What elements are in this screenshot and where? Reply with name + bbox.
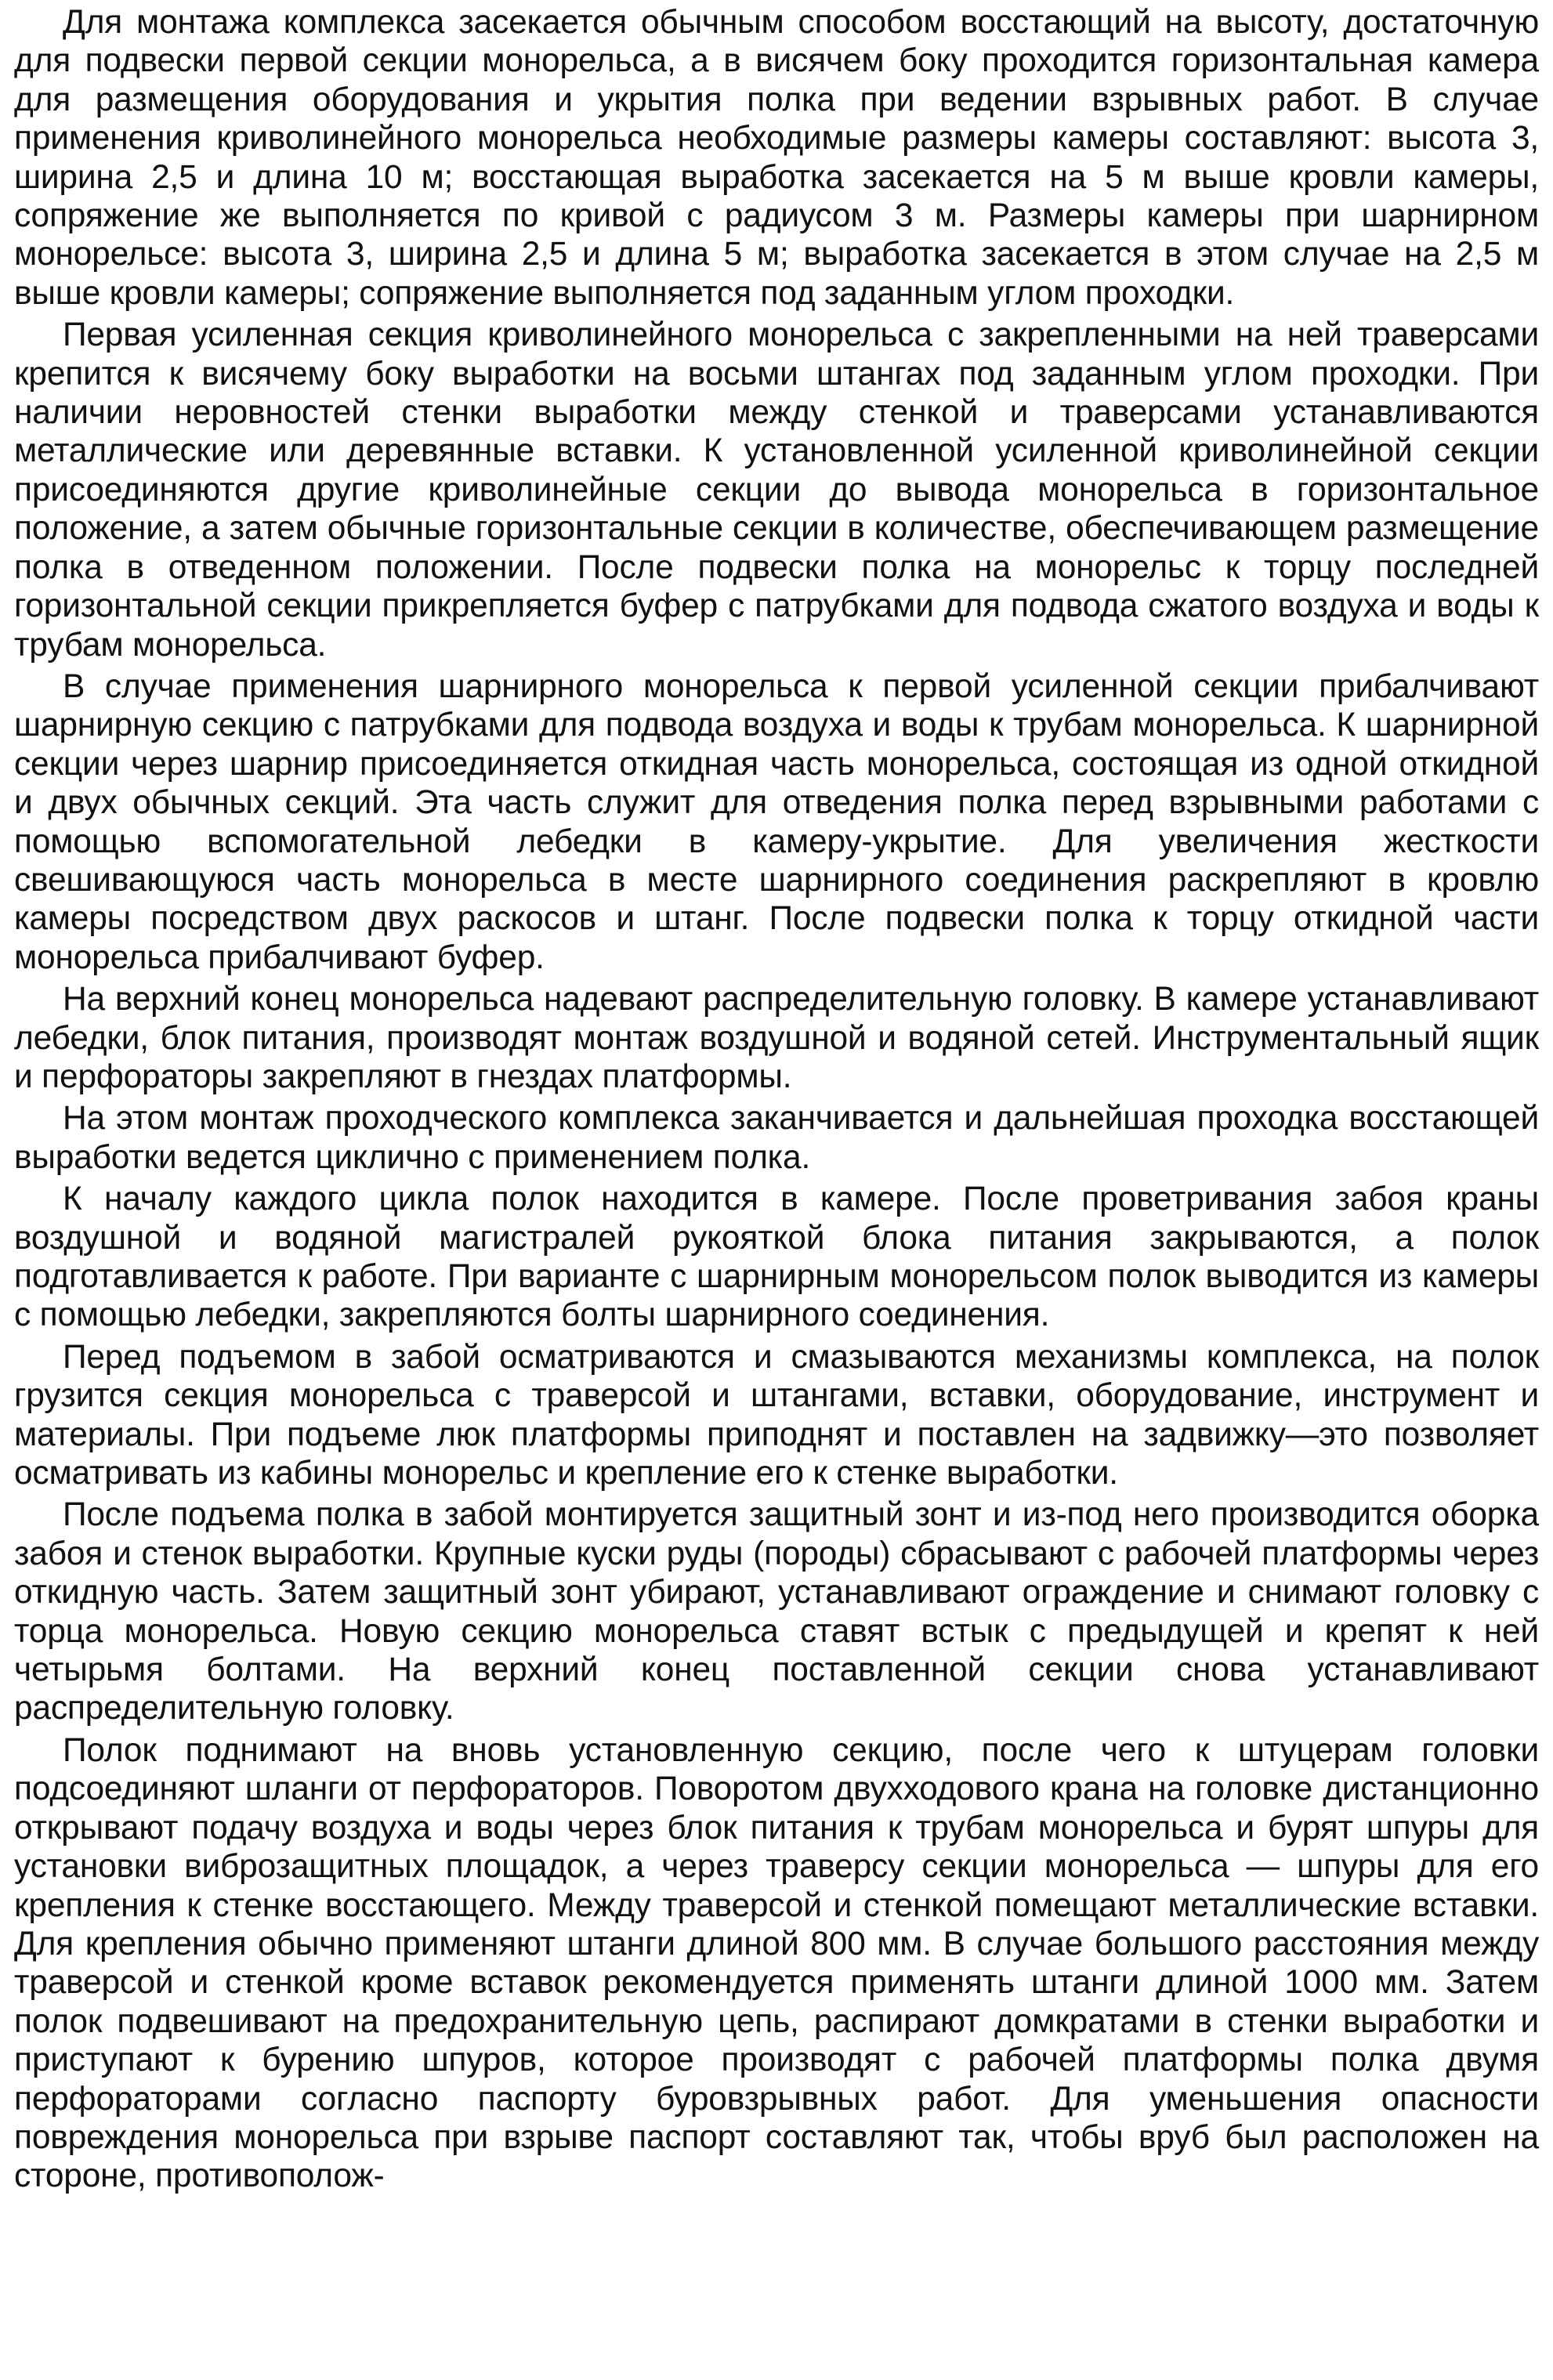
paragraph-4: На верхний конец монорельса надевают распределительную головку. В камере устанавливают лебедки, блок питания, производят монтаж воздушной и водяной сетей. Инструментальный ящик и перфораторы закрепляют в гнездах платформы.: [14, 981, 1539, 1095]
paragraph-7: Перед подъемом в забой осматриваются и смазываются механизмы комплекса, на полок грузится секция монорельса с траверсой и штангами, вставки, оборудование, инструмент и материалы. При подъеме люк платформы приподнят и поставлен на задвижку—это позволяет осматривать из кабины монорельс и крепление его к стенке выработки.: [14, 1338, 1539, 1492]
paragraph-1: Для монтажа комплекса засекается обычным способом восстающий на высоту, достаточную для подвески первой секции монорельса, а в висячем боку проходится горизонтальная камера для размещения оборудования и укрытия полка при ведении взрывных работ. В случае применения криволинейного монорельса необходимые размеры камеры составляют: высота 3, ширина 2,5 и длина 10 м; восстающая выработка засекается на 5 м выше кровли камеры, сопряжение же выполняется по кривой с радиусом 3 м. Размеры камеры при шарнирном монорельсе: высота 3, ширина 2,5 и длина 5 м; выработка засекается в этом случае на 2,5 м выше кровли камеры; сопряжение выполняется под заданным углом проходки.: [14, 4, 1539, 312]
paragraph-9: Полок поднимают на вновь установленную секцию, после чего к штуцерам головки подсоединяют шланги от перфораторов. Поворотом двухходового крана на головке дистанционно открывают подачу воздуха и воды через блок питания к трубам монорельса и бурят шпуры для установки виброзащитных площадок, а через траверсу секции монорельса — шпуры для его крепления к стенке восстающего. Между траверсой и стенкой помещают металлические вставки. Для крепления обычно применяют штанги длиной 800 мм. В случае большого расстояния между траверсой и стенкой кроме вставок рекомендуется применять штанги длиной 1000 мм. Затем полок подвешивают на предохранительную цепь, распирают домкратами в стенки выработки и приступают к бурению шпуров, которое производят с рабочей платформы полка двумя перфораторами согласно паспорту буровзрывных работ. Для уменьшения опасности повреждения монорельса при взрыве паспорт составляют так, чтобы вруб был расположен на стороне, противополож-: [14, 1731, 1539, 2195]
document-page: [8, 0, 1545, 2380]
paragraph-6: К началу каждого цикла полок находится в камере. После проветривания забоя краны воздушной и водяной магистралей рукояткой блока питания закрываются, а полок подготавливается к работе. При варианте с шарнирным монорельсом полок выводится из камеры с помощью лебедки, закрепляются болты шарнирного соединения.: [14, 1181, 1539, 1334]
paragraph-8: После подъема полка в забой монтируется защитный зонт и из-под него производится оборка забоя и стенок выработки. Крупные куски руды (породы) сбрасывают с рабочей платформы через откидную часть. Затем защитный зонт убирают, устанавливают ограждение и снимают головку с торца монорельса. Новую секцию монорельса ставят встык с предыдущей и крепят к ней четырьмя болтами. На верхний конец поставленной секции снова устанавливают распределительную головку.: [14, 1496, 1539, 1727]
paragraph-2: Первая усиленная секция криволинейного монорельса с закрепленными на ней траверсами крепится к висячему боку выработки на восьми штангах под заданным углом проходки. При наличии неровностей стенки выработки между стенкой и траверсами устанавливаются металлические или деревянные вставки. К установленной усиленной криволинейной секции присоединяются другие криволинейные секции до вывода монорельса в горизонтальное положение, а затем обычные горизонтальные секции в количестве, обеспечивающем размещение полка в отведенном положении. После подвески полка на монорельс к торцу последней горизонтальной секции прикрепляется буфер с патрубками для подвода сжатого воздуха и воды к трубам монорельса.: [14, 316, 1539, 664]
paragraph-5: На этом монтаж проходческого комплекса заканчивается и дальнейшая проходка восстающей выработки ведется циклично с применением полка.: [14, 1100, 1539, 1176]
paragraph-3: В случае применения шарнирного монорельса к первой усиленной секции прибалчивают шарнирную секцию с патрубками для подвода воздуха и воды к трубам монорельса. К шарнирной секции через шарнир присоединяется откидная часть монорельса, состоящая из одной откидной и двух обычных секций. Эта часть служит для отведения полка перед взрывными работами с помощью вспомогательной лебедки в камеру-укрытие. Для увеличения жесткости свешивающуюся часть монорельса в месте шарнирного соединения раскрепляют в кровлю камеры посредством двух раскосов и штанг. После подвески полка к торцу откидной части монорельса прибалчивают буфер.: [14, 667, 1539, 976]
